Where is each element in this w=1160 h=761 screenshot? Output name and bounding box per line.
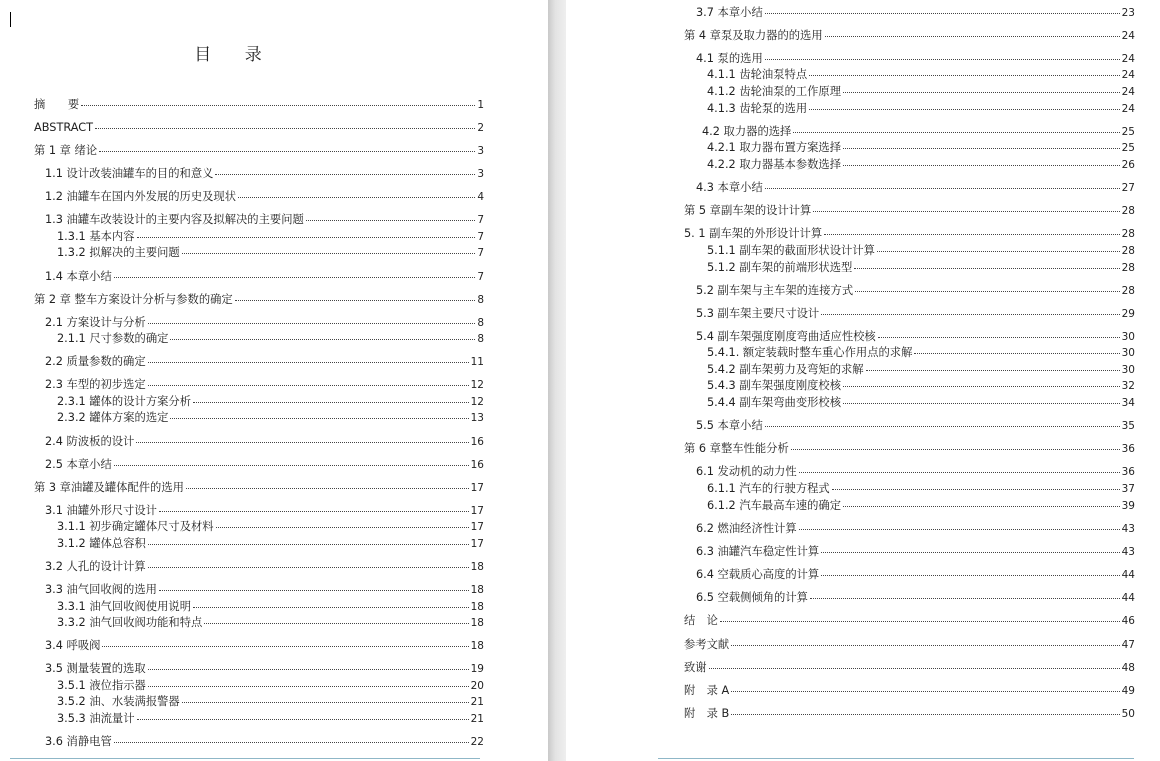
toc-entry[interactable] (45, 662, 484, 676)
dot-leader (182, 253, 476, 254)
toc-entry-page-number: 35 (1121, 420, 1135, 432)
dot-leader (95, 128, 475, 129)
toc-entry[interactable] (45, 435, 484, 449)
dot-leader (877, 251, 1120, 252)
dot-leader (765, 59, 1120, 60)
toc-entry-page-number: 27 (1121, 182, 1135, 194)
toc-entry-title: 3.5.3 油流量计 (57, 712, 135, 725)
toc-entry-page-number: 28 (1121, 205, 1135, 217)
toc-entry-page-number: 39 (1121, 500, 1135, 512)
toc-entry-page-number: 26 (1121, 159, 1135, 171)
dot-leader (99, 151, 475, 152)
toc-entry-title: 5.4.3 副车架强度刚度校核 (707, 379, 842, 392)
toc-entry[interactable] (696, 568, 1135, 582)
dot-leader (238, 197, 475, 198)
dot-leader (809, 109, 1120, 110)
toc-entry[interactable] (707, 363, 1135, 377)
toc-entry-page-number: 50 (1121, 708, 1135, 720)
dot-leader (878, 337, 1120, 338)
dot-leader (799, 529, 1120, 530)
toc-entry-title: 第 2 章 整车方案设计分析与参数的确定 (34, 293, 233, 306)
toc-entry-page-number: 47 (1121, 639, 1135, 651)
toc-entry-page-number: 36 (1121, 443, 1135, 455)
toc-entry-page-number: 25 (1121, 142, 1135, 154)
toc-entry-title: 4.1 泵的选用 (696, 52, 763, 65)
dot-leader (793, 132, 1119, 133)
toc-entry-title: 5.5 本章小结 (696, 419, 763, 432)
toc-entry-page-number: 17 (470, 538, 484, 550)
dot-leader (193, 402, 469, 403)
toc-entry[interactable] (45, 458, 484, 472)
dot-leader (914, 353, 1119, 354)
dot-leader (182, 702, 469, 703)
toc-entry[interactable] (34, 481, 484, 495)
toc-entry-title: 1.1 设计改装油罐车的目的和意义 (45, 167, 214, 180)
dot-leader (824, 234, 1120, 235)
toc-entry-page-number: 16 (470, 436, 484, 448)
toc-entry-page-number: 16 (470, 459, 484, 471)
toc-entry-page-number: 18 (470, 617, 484, 629)
toc-entry[interactable] (57, 230, 484, 244)
toc-entry[interactable] (696, 419, 1135, 433)
page-gutter (548, 0, 566, 761)
toc-entry-page-number: 11 (470, 356, 484, 368)
toc-entry[interactable] (45, 270, 484, 284)
toc-entry-title: 摘 要 (34, 98, 80, 111)
toc-entry-page-number: 24 (1121, 86, 1135, 98)
toc-entry[interactable] (684, 661, 1135, 675)
document-page-left (0, 0, 548, 761)
dot-leader (799, 472, 1120, 473)
dot-leader (170, 418, 468, 419)
toc-entry-title: 4.1.3 齿轮泵的选用 (707, 102, 808, 115)
dot-leader (821, 552, 1119, 553)
dot-leader (810, 598, 1120, 599)
toc-entry-page-number: 12 (470, 396, 484, 408)
toc-entry-title: 3.5 测量装置的选取 (45, 662, 146, 675)
toc-entry-title: 5.4.2 副车架剪力及弯矩的求解 (707, 363, 864, 376)
toc-entry-page-number: 44 (1121, 592, 1135, 604)
toc-entry-page-number: 4 (477, 191, 484, 203)
toc-entry[interactable] (45, 735, 484, 749)
dot-leader (843, 165, 1120, 166)
toc-entry[interactable] (707, 396, 1135, 410)
toc-entry[interactable] (45, 213, 484, 227)
toc-entry[interactable] (707, 261, 1135, 275)
toc-entry-title: ABSTRACT (34, 121, 94, 134)
toc-entry-title: 2.3.2 罐体方案的选定 (57, 411, 169, 424)
toc-entry[interactable] (696, 284, 1135, 298)
toc-entry-title: 第 4 章泵及取力器的的选用 (684, 29, 823, 42)
toc-entry-title: 4.2 取力器的选择 (702, 125, 792, 138)
toc-entry-title: 1.3.2 拟解决的主要问题 (57, 246, 180, 259)
toc-entry-page-number: 18 (470, 584, 484, 596)
toc-entry-title: 参考文献 (684, 638, 730, 651)
dot-leader (137, 237, 476, 238)
dot-leader (843, 403, 1120, 404)
toc-entry[interactable] (707, 346, 1135, 360)
dot-leader (832, 489, 1120, 490)
dot-leader (170, 339, 475, 340)
toc-entry-page-number: 19 (470, 663, 484, 675)
toc-entry[interactable] (45, 316, 484, 330)
toc-entry-title: 致谢 (684, 661, 707, 674)
dot-leader (731, 691, 1119, 692)
toc-entry-page-number: 3 (477, 145, 484, 157)
toc-entry[interactable] (684, 204, 1135, 218)
dot-leader (159, 590, 469, 591)
toc-entry-page-number: 18 (470, 601, 484, 613)
dot-leader (114, 277, 476, 278)
text-cursor (10, 12, 11, 27)
toc-entry-title: 3.1.1 初步确定罐体尺寸及材料 (57, 520, 214, 533)
toc-entry-page-number: 28 (1121, 285, 1135, 297)
toc-entry-page-number: 30 (1121, 331, 1135, 343)
toc-entry[interactable] (45, 167, 484, 181)
toc-entry-page-number: 24 (1121, 53, 1135, 65)
toc-entry[interactable] (696, 6, 1135, 20)
toc-entry-title: 4.3 本章小结 (696, 181, 763, 194)
toc-entry-page-number: 46 (1121, 615, 1135, 627)
toc-entry-page-number: 30 (1121, 347, 1135, 359)
dot-leader (306, 220, 476, 221)
toc-entry-page-number: 24 (1121, 69, 1135, 81)
toc-entry-title: 3.5.1 液位指示器 (57, 679, 146, 692)
toc-entry-title: 2.4 防波板的设计 (45, 435, 135, 448)
dot-leader (148, 669, 469, 670)
toc-entry-title: 3.6 消静电管 (45, 735, 112, 748)
dot-leader (215, 174, 475, 175)
toc-entry-page-number: 18 (470, 561, 484, 573)
toc-entry[interactable] (684, 684, 1135, 698)
dot-leader (720, 621, 1120, 622)
dot-leader (193, 607, 469, 608)
dot-leader (791, 449, 1120, 450)
toc-entry[interactable] (57, 246, 484, 260)
toc-entry-page-number: 2 (477, 122, 484, 134)
dot-leader (821, 314, 1119, 315)
dot-leader (148, 686, 469, 687)
toc-entry[interactable] (696, 52, 1135, 66)
toc-entry[interactable] (45, 504, 484, 518)
toc-entry[interactable] (57, 520, 484, 534)
toc-entry-page-number: 28 (1121, 245, 1135, 257)
toc-entry-title: 2.1 方案设计与分析 (45, 316, 146, 329)
toc-entry-title: 第 1 章 绪论 (34, 144, 98, 157)
toc-entry-page-number: 8 (477, 333, 484, 345)
toc-entry[interactable] (34, 144, 484, 158)
dot-leader (235, 300, 476, 301)
dot-leader (709, 668, 1120, 669)
dot-leader (148, 362, 469, 363)
toc-entry[interactable] (696, 181, 1135, 195)
dot-leader (825, 36, 1120, 37)
toc-entry-page-number: 17 (470, 482, 484, 494)
toc-entry[interactable] (45, 378, 484, 392)
toc-entry-page-number: 37 (1121, 483, 1135, 495)
toc-entry-title: 3.3.1 油气回收阀使用说明 (57, 600, 192, 613)
toc-entry[interactable] (707, 482, 1135, 496)
dot-leader (114, 465, 469, 466)
toc-entry[interactable] (57, 395, 484, 409)
toc-entry-title: 6.5 空载侧倾角的计算 (696, 591, 808, 604)
toc-entry-title: 5.1.2 副车架的前端形状选型 (707, 261, 853, 274)
toc-entry[interactable] (57, 695, 484, 709)
toc-entry-page-number: 21 (470, 713, 484, 725)
toc-entry-title: 5.4.4 副车架弯曲变形校核 (707, 396, 842, 409)
toc-entry-title: 4.1.1 齿轮油泵特点 (707, 68, 808, 81)
toc-entry-title: 第 6 章整车性能分析 (684, 442, 789, 455)
dot-leader (114, 742, 469, 743)
toc-entry[interactable] (696, 465, 1135, 479)
toc-entry-page-number: 44 (1121, 569, 1135, 581)
toc-entry-page-number: 20 (470, 680, 484, 692)
toc-entry-title: 5. 1 副车架的外形设计计算 (684, 227, 823, 240)
toc-entry-title: 6.1.2 汽车最高车速的确定 (707, 499, 842, 512)
dot-leader (821, 575, 1119, 576)
toc-entry-page-number: 7 (477, 247, 484, 259)
toc-entry-page-number: 1 (477, 99, 484, 111)
toc-entry-title: 6.3 油罐汽车稳定性计算 (696, 545, 820, 558)
toc-entry-title: 6.2 燃油经济性计算 (696, 522, 797, 535)
dot-leader (148, 323, 476, 324)
dot-leader (148, 567, 469, 568)
toc-entry[interactable] (684, 442, 1135, 456)
toc-entry[interactable] (707, 102, 1135, 116)
toc-entry[interactable] (57, 411, 484, 425)
toc-entry[interactable] (45, 639, 484, 653)
toc-entry[interactable] (696, 522, 1135, 536)
toc-entry-page-number: 48 (1121, 662, 1135, 674)
toc-entry[interactable] (57, 679, 484, 693)
toc-entry[interactable] (707, 379, 1135, 393)
toc-entry-page-number: 36 (1121, 466, 1135, 478)
toc-entry-page-number: 24 (1121, 103, 1135, 115)
page-title: 目 录 (194, 45, 276, 65)
toc-entry-title: 2.2 质量参数的确定 (45, 355, 146, 368)
toc-entry-page-number: 12 (470, 379, 484, 391)
toc-entry-page-number: 43 (1121, 523, 1135, 535)
toc-entry-title: 1.3 油罐车改装设计的主要内容及拟解决的主要问题 (45, 213, 304, 226)
toc-entry-title: 附 录 A (684, 684, 730, 697)
toc-entry[interactable] (34, 293, 484, 307)
dot-leader (809, 75, 1120, 76)
dot-leader (765, 426, 1120, 427)
toc-entry-page-number: 7 (477, 214, 484, 226)
toc-entry[interactable] (696, 591, 1135, 605)
toc-entry-page-number: 49 (1121, 685, 1135, 697)
toc-entry[interactable] (34, 121, 484, 135)
toc-entry[interactable] (45, 583, 484, 597)
toc-entry-title: 6.1.1 汽车的行驶方程式 (707, 482, 830, 495)
dot-leader (137, 719, 469, 720)
dot-leader (81, 105, 475, 106)
toc-entry-title: 附 录 B (684, 707, 730, 720)
toc-entry-page-number: 13 (470, 412, 484, 424)
toc-entry-title: 3.4 呼吸阀 (45, 639, 101, 652)
dot-leader (159, 511, 469, 512)
dot-leader (136, 442, 468, 443)
toc-entry-title: 6.1 发动机的动力性 (696, 465, 797, 478)
toc-entry-page-number: 28 (1121, 228, 1135, 240)
toc-entry-page-number: 18 (470, 640, 484, 652)
toc-entry[interactable] (34, 98, 484, 112)
toc-entry[interactable] (684, 707, 1135, 721)
toc-entry-page-number: 43 (1121, 546, 1135, 558)
toc-entry[interactable] (707, 68, 1135, 82)
toc-entry-title: 3.1.2 罐体总容积 (57, 537, 146, 550)
toc-entry-page-number: 17 (470, 505, 484, 517)
dot-leader (148, 544, 469, 545)
dot-leader (186, 488, 469, 489)
toc-entry-page-number: 28 (1121, 262, 1135, 274)
dot-leader (148, 385, 469, 386)
dot-leader (854, 268, 1119, 269)
document-page-right (566, 0, 1160, 761)
toc-entry-page-number: 30 (1121, 364, 1135, 376)
toc-entry[interactable] (702, 125, 1135, 139)
toc-entry-page-number: 7 (477, 271, 484, 283)
toc-entry-title: 2.3.1 罐体的设计方案分析 (57, 395, 192, 408)
dot-leader (866, 370, 1120, 371)
toc-entry-title: 3.1 油罐外形尺寸设计 (45, 504, 157, 517)
toc-entry-title: 3.3.2 油气回收阀功能和特点 (57, 616, 203, 629)
toc-entry-title: 2.5 本章小结 (45, 458, 112, 471)
toc-entry-page-number: 8 (477, 294, 484, 306)
toc-entry-title: 2.1.1 尺寸参数的确定 (57, 332, 169, 345)
dot-leader (855, 291, 1120, 292)
toc-entry-page-number: 25 (1121, 126, 1135, 138)
toc-entry-title: 2.3 车型的初步选定 (45, 378, 146, 391)
toc-entry[interactable] (684, 638, 1135, 652)
dot-leader (843, 148, 1120, 149)
dot-leader (731, 714, 1119, 715)
dot-leader (843, 386, 1120, 387)
toc-entry[interactable] (45, 190, 484, 204)
toc-entry-page-number: 22 (470, 736, 484, 748)
toc-entry[interactable] (57, 712, 484, 726)
toc-entry[interactable] (57, 537, 484, 551)
toc-entry[interactable] (684, 227, 1135, 241)
toc-entry[interactable] (45, 560, 484, 574)
toc-entry-title: 4.2.2 取力器基本参数选择 (707, 158, 842, 171)
toc-entry-title: 6.4 空载质心高度的计算 (696, 568, 820, 581)
toc-entry[interactable] (684, 614, 1135, 628)
toc-entry-title: 5.4 副车架强度刚度弯曲适应性校核 (696, 330, 876, 343)
toc-entry-page-number: 32 (1121, 380, 1135, 392)
footer-divider (658, 758, 1134, 759)
toc-entry-title: 1.2 油罐车在国内外发展的历史及现状 (45, 190, 237, 203)
toc-entry[interactable] (57, 332, 484, 346)
toc-entry-page-number: 3 (477, 168, 484, 180)
toc-entry[interactable] (696, 307, 1135, 321)
toc-entry[interactable] (707, 244, 1135, 258)
toc-entry[interactable] (696, 330, 1135, 344)
toc-entry[interactable] (684, 29, 1135, 43)
dot-leader (843, 506, 1120, 507)
toc-entry-page-number: 23 (1121, 7, 1135, 19)
toc-entry[interactable] (57, 600, 484, 614)
toc-entry-title: 1.4 本章小结 (45, 270, 112, 283)
dot-leader (102, 646, 468, 647)
toc-entry-page-number: 21 (470, 696, 484, 708)
toc-entry[interactable] (45, 355, 484, 369)
toc-entry-title: 3.7 本章小结 (696, 6, 763, 19)
toc-entry-page-number: 24 (1121, 30, 1135, 42)
toc-entry-title: 5.2 副车架与主车架的连接方式 (696, 284, 854, 297)
toc-entry-title: 4.1.2 齿轮油泵的工作原理 (707, 85, 842, 98)
toc-entry-title: 3.3 油气回收阀的选用 (45, 583, 157, 596)
dot-leader (765, 188, 1120, 189)
toc-entry-title: 3.5.2 油、水装满报警器 (57, 695, 180, 708)
toc-entry-page-number: 7 (477, 231, 484, 243)
toc-entry-title: 3.2 人孔的设计计算 (45, 560, 146, 573)
toc-entry[interactable] (696, 545, 1135, 559)
toc-entry-title: 第 5 章副车架的设计计算 (684, 204, 812, 217)
dot-leader (204, 623, 468, 624)
toc-entry-page-number: 34 (1121, 397, 1135, 409)
toc-entry[interactable] (707, 499, 1135, 513)
toc-entry-title: 5.1.1 副车架的截面形状设计计算 (707, 244, 875, 257)
toc-entry-title: 第 3 章油罐及罐体配件的选用 (34, 481, 184, 494)
toc-entry-title: 结 论 (684, 614, 718, 627)
toc-entry-title: 4.2.1 取力器布置方案选择 (707, 141, 842, 154)
toc-entry-title: 1.3.1 基本内容 (57, 230, 135, 243)
dot-leader (216, 527, 469, 528)
dot-leader (843, 92, 1120, 93)
dot-leader (813, 211, 1119, 212)
toc-entry-page-number: 29 (1121, 308, 1135, 320)
toc-entry[interactable] (57, 616, 484, 630)
toc-entry[interactable] (707, 158, 1135, 172)
footer-divider (10, 758, 480, 759)
toc-entry-page-number: 8 (477, 317, 484, 329)
toc-entry-page-number: 17 (470, 521, 484, 533)
dot-leader (765, 13, 1120, 14)
toc-entry-title: 5.3 副车架主要尺寸设计 (696, 307, 820, 320)
toc-entry[interactable] (707, 141, 1135, 155)
toc-entry-title: 5.4.1. 额定装载时整车重心作用点的求解 (707, 346, 913, 359)
dot-leader (731, 645, 1119, 646)
toc-entry[interactable] (707, 85, 1135, 99)
